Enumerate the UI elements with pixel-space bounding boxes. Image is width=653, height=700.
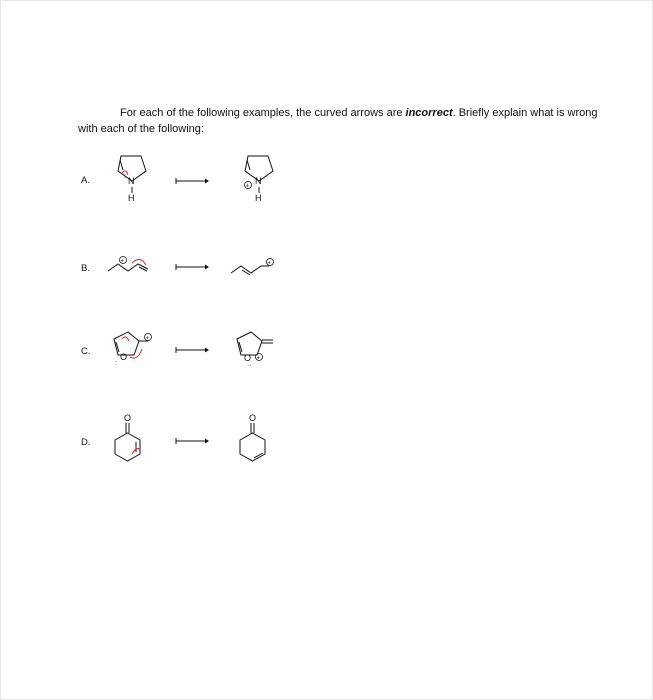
svg-text::: : bbox=[124, 173, 126, 180]
reaction-arrow bbox=[173, 177, 209, 185]
hydrogen-atom: H bbox=[128, 193, 135, 203]
svg-text:+: + bbox=[120, 258, 125, 265]
problem-d-label: D. bbox=[81, 437, 91, 448]
svg-text:+: + bbox=[256, 355, 261, 362]
nitrogen-atom: N bbox=[255, 176, 262, 186]
svg-text:+: + bbox=[267, 260, 272, 267]
problem-b-product bbox=[229, 253, 279, 278]
reaction-arrow bbox=[173, 346, 209, 354]
problem-a-product bbox=[233, 151, 283, 206]
problem-d-reactant bbox=[106, 411, 151, 471]
problem-d-product bbox=[231, 411, 276, 471]
problem-c-product bbox=[229, 329, 284, 369]
svg-text:+: + bbox=[245, 183, 250, 190]
problem-c-reactant bbox=[106, 329, 156, 369]
question-intro: For each of the following examples, the curved arrows are bbox=[120, 107, 406, 119]
problem-b-reactant bbox=[106, 253, 156, 278]
question-text bbox=[78, 105, 598, 137]
reaction-arrow bbox=[173, 263, 209, 271]
problem-c-label: C. bbox=[81, 346, 91, 357]
reaction-arrow bbox=[173, 437, 209, 445]
oxygen-atom: O bbox=[249, 413, 257, 423]
svg-text:+: + bbox=[145, 335, 150, 342]
hydrogen-atom: H bbox=[255, 193, 262, 203]
oxygen-atom: O bbox=[244, 353, 252, 363]
curved-arrow bbox=[122, 337, 129, 341]
svg-text:··: ·· bbox=[247, 362, 252, 369]
problem-a-label: A. bbox=[81, 175, 90, 186]
question-rest: . Briefly explain what is wrong with each of the following: bbox=[78, 107, 598, 135]
oxygen-atom: O bbox=[120, 352, 128, 362]
question-emphasis: incorrect bbox=[405, 107, 453, 119]
problem-a-reactant bbox=[106, 151, 156, 206]
oxygen-atom: O bbox=[124, 413, 132, 423]
nitrogen-atom: N bbox=[128, 176, 135, 186]
problem-b-label: B. bbox=[81, 263, 90, 274]
svg-text::: : bbox=[115, 360, 117, 367]
